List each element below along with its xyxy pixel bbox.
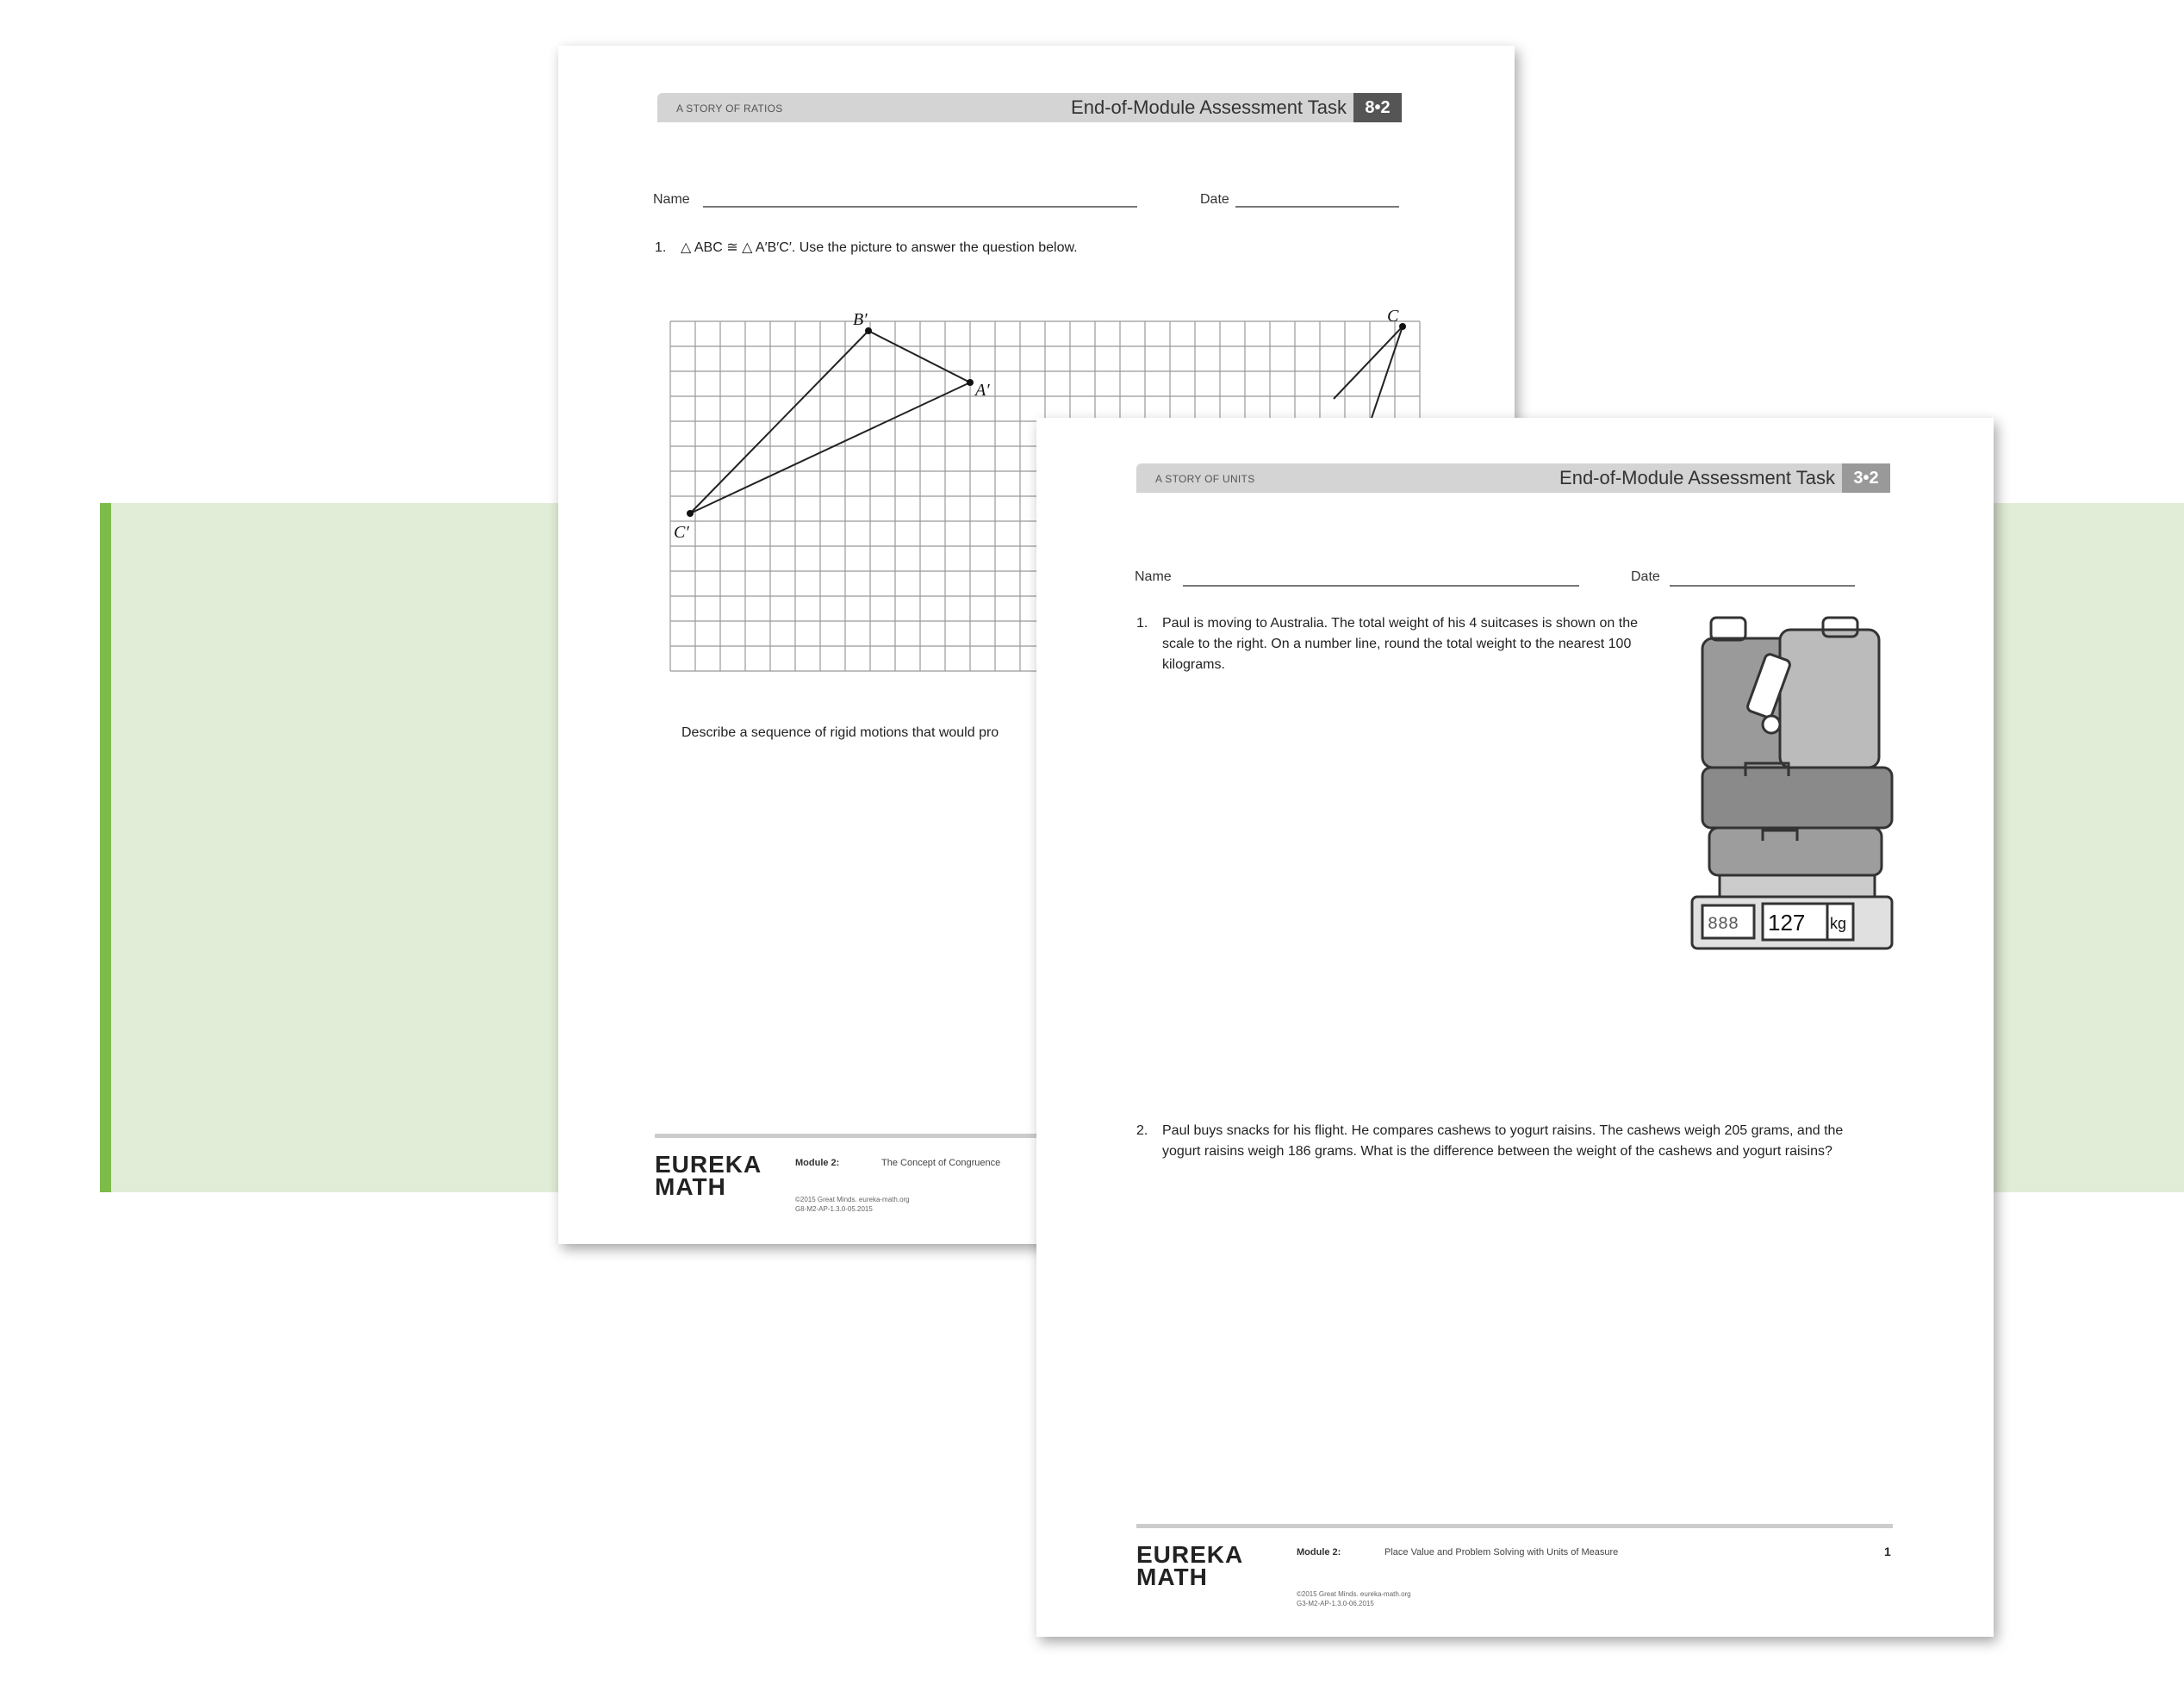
scale-reading: 127 <box>1768 910 1806 936</box>
suitcases-on-scale-illustration <box>1685 612 1897 951</box>
story-label: A STORY OF RATIOS <box>676 103 783 115</box>
story-label: A STORY OF UNITS <box>1155 473 1255 485</box>
question-2: 2. Paul buys snacks for his flight. He compares cashews to yogurt raisins. The cashews weigh 205 grams, and the yogurt raisins weigh 186 grams. What is the difference between the weight of the cashews and yogurt raisins? <box>1136 1123 1844 1159</box>
header-title: End-of-Module Assessment Task <box>1559 467 1835 488</box>
eureka-math-logo: EUREKA MATH <box>655 1151 762 1200</box>
eureka-math-logo: EUREKA MATH <box>1136 1541 1243 1590</box>
date-line <box>1235 206 1399 208</box>
question-1-prompt: Describe a sequence of rigid motions that would pro <box>681 725 999 740</box>
date-label: Date <box>1631 569 1660 584</box>
label-a-prime: A′ <box>975 381 990 400</box>
footer-copyright: ©2015 Great Minds. eureka-math.org G8-M2-AP-1.3.0-05.2015 <box>795 1196 910 1213</box>
question-1: 1. △ ABC ≅ △ A′B′C′. Use the picture to answer the question below. <box>655 240 1078 255</box>
grade-badge: 8•2 <box>1353 93 1402 122</box>
point-c <box>1399 323 1406 330</box>
label-b-prime: B′ <box>853 310 868 329</box>
point-a-prime <box>967 379 974 386</box>
grade-badge: 3•2 <box>1842 463 1890 493</box>
triangle-a-prime-b-prime-c-prime <box>690 331 970 513</box>
footer-rule <box>1136 1524 1893 1528</box>
name-line <box>1183 585 1579 587</box>
label-c: C <box>1387 307 1399 326</box>
name-line <box>703 206 1137 208</box>
footer-module-title: Place Value and Problem Solving with Units of Measure <box>1384 1547 1619 1558</box>
name-label: Name <box>1135 569 1172 584</box>
page-header <box>1136 463 1890 493</box>
label-c-prime: C′ <box>674 523 689 542</box>
footer-module: Module 2: <box>795 1158 840 1168</box>
date-line <box>1670 585 1855 587</box>
footer-module-title: The Concept of Congruence <box>881 1158 1001 1168</box>
worksheet-page-grade3 <box>1036 418 1994 1637</box>
page-header <box>657 93 1402 122</box>
page-number: 1 <box>1884 1545 1891 1558</box>
triangle-abc-edge <box>1334 326 1403 399</box>
date-label: Date <box>1200 192 1229 207</box>
header-title: End-of-Module Assessment Task <box>1071 96 1347 118</box>
scale-dial-digits: 888 <box>1708 915 1739 935</box>
question-1: 1. Paul is moving to Australia. The total weight of his 4 suitcases is shown on the scale to the right. On a number line, round the total weight to the nearest 100 kilograms. <box>1136 616 1638 672</box>
point-c-prime <box>687 510 694 517</box>
footer-copyright: ©2015 Great Minds. eureka-math.org G3-M2-AP-1.3.0-06.2015 <box>1297 1590 1411 1607</box>
scale-unit: kg <box>1830 915 1847 932</box>
green-accent-bar <box>100 503 111 1192</box>
name-label: Name <box>653 192 690 207</box>
footer-module: Module 2: <box>1297 1547 1341 1558</box>
